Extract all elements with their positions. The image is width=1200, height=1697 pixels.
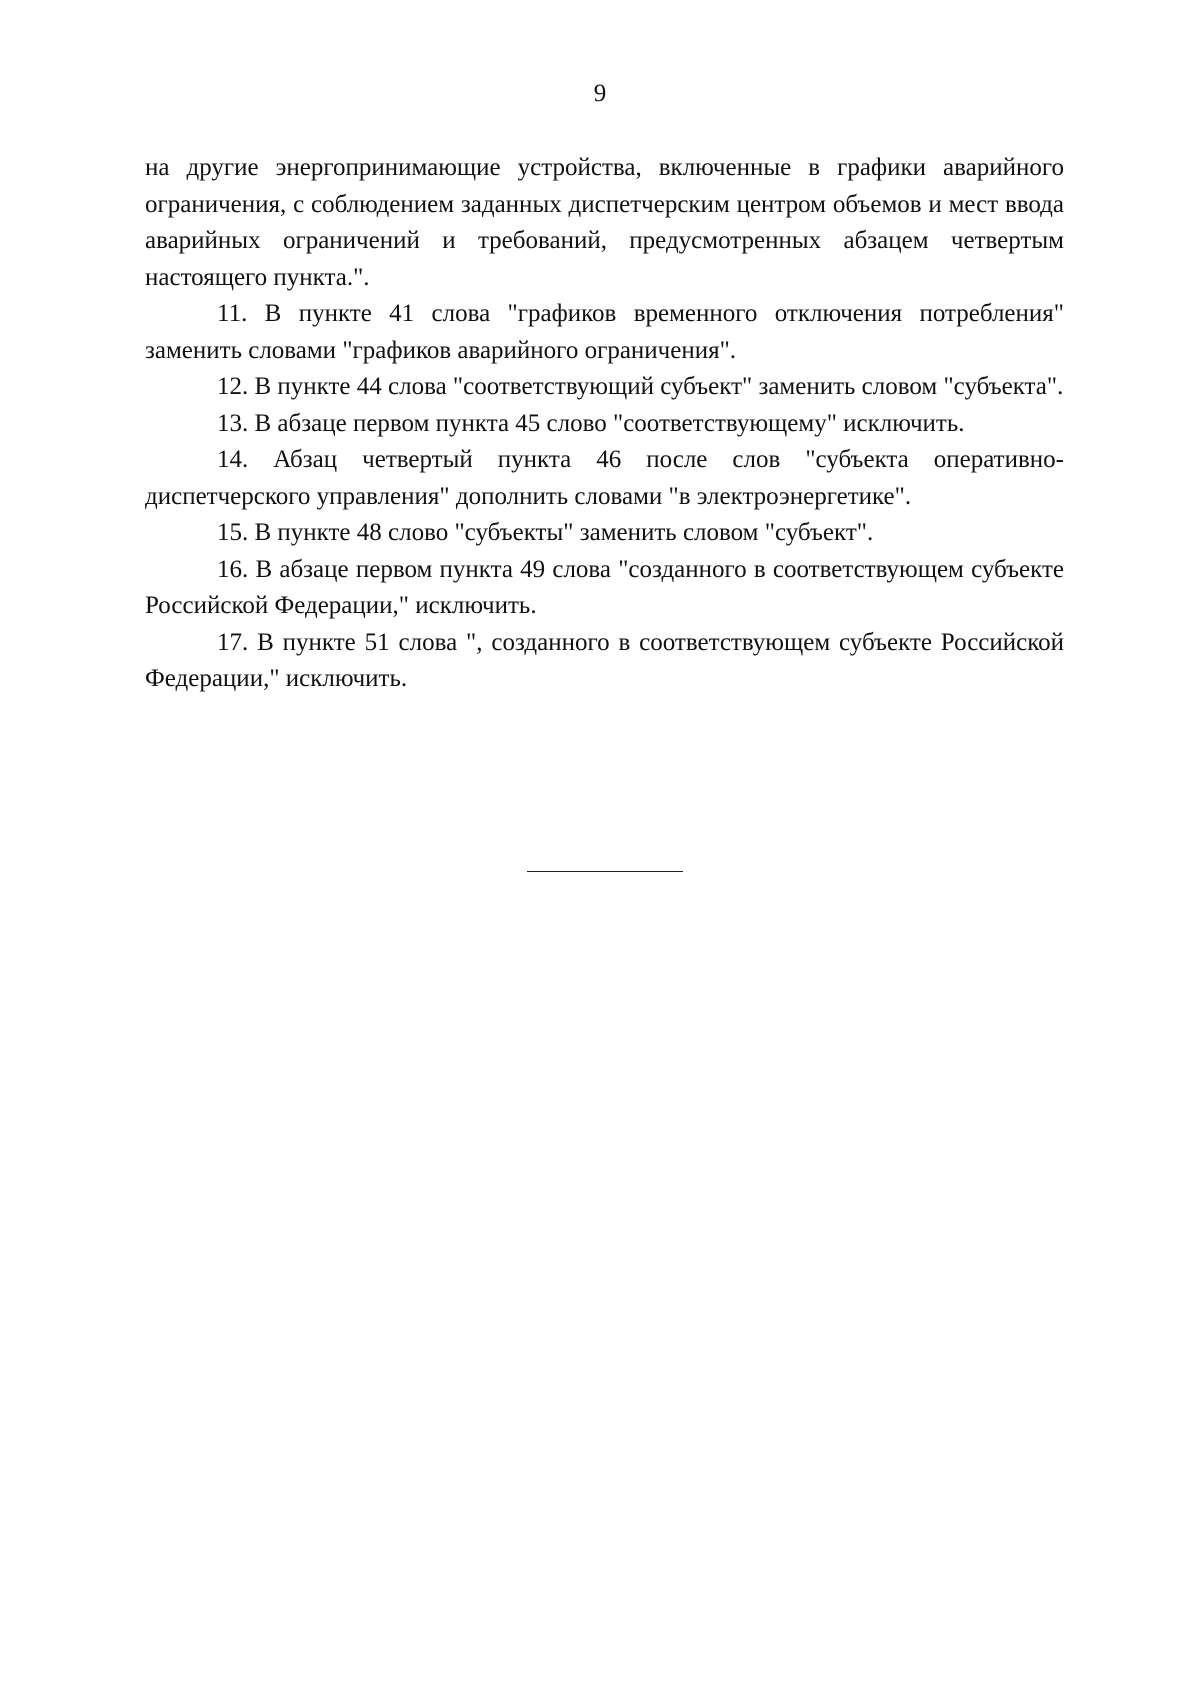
paragraph-item-16: 16. В абзаце первом пункта 49 слова "созданного в соответствующем субъекте Российской Федерации," исключить.: [145, 555, 1064, 619]
paragraph-item-12: 12. В пункте 44 слова "соответствующий субъект" заменить словом "субъекта".: [217, 373, 1064, 400]
page-number: 9: [593, 80, 607, 107]
paragraph-item-13: 13. В абзаце первом пункта 45 слово "соответствующему" исключить.: [217, 409, 965, 437]
paragraph-item-14: 14. Абзац четвертый пункта 46 после слов "субъекта оперативно-диспетчерского управления" дополнить словами "в электроэнергетике".: [145, 446, 1064, 510]
paragraph-item-11: 11. В пункте 41 слова "графиков временного отключения потребления" заменить словами "графиков аварийного ограничения".: [145, 300, 1064, 364]
paragraph-item-15: 15. В пункте 48 слово "субъекты" заменить словом "субъект".: [217, 519, 874, 546]
end-of-document-divider: [527, 871, 683, 872]
paragraph-item-17: 17. В пункте 51 слова ", созданного в соответствующем субъекте Российской Федерации," исключить.: [145, 628, 1064, 692]
document-body: [145, 150, 1064, 698]
paragraph-continuation: на другие энергопринимающие устройства, включенные в графики аварийного ограничения, с соблюдением заданных диспетчерским центром объемов и мест ввода аварийных ограничений и требований, предусмотренных абзацем четвертым настоящего пункта.".: [145, 154, 1064, 291]
